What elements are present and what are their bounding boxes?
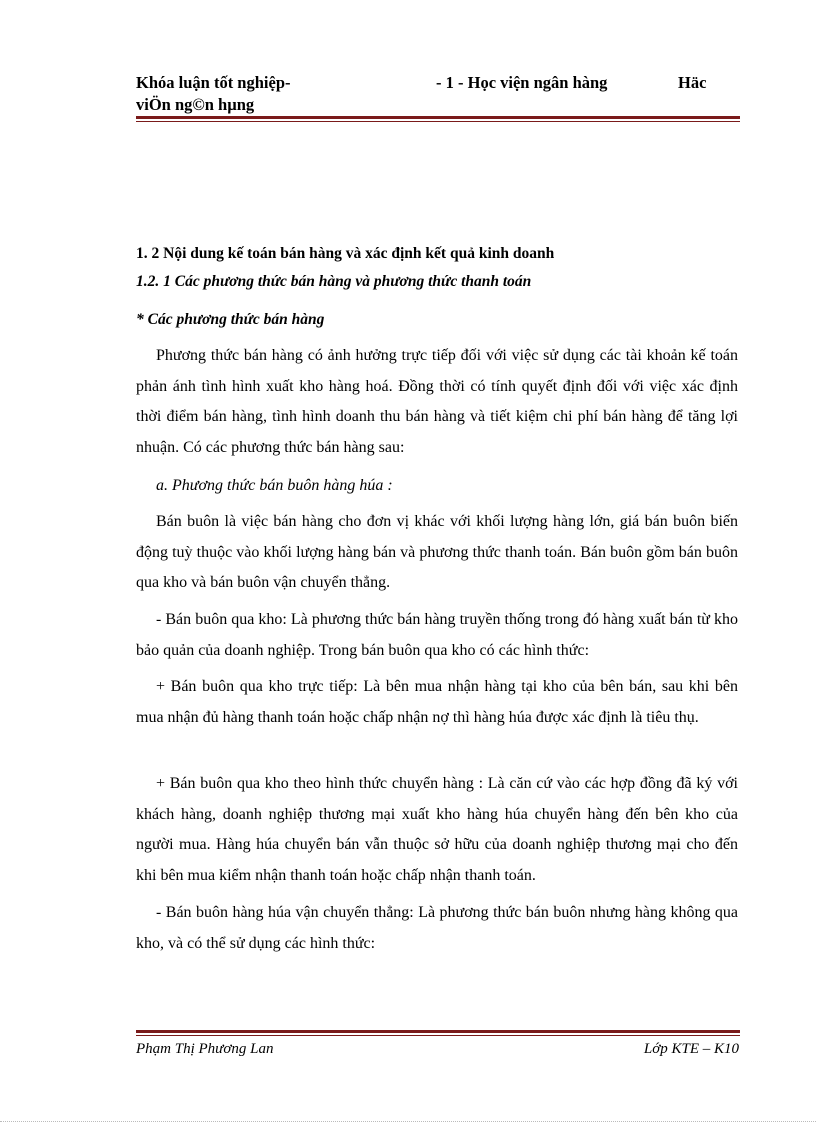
footer-rule-thick xyxy=(136,1030,740,1033)
page-header xyxy=(136,72,740,122)
header-center: - 1 - Học viện ngân hàng xyxy=(436,73,608,92)
bullet-heading: * Các phương thức bán hàng xyxy=(136,311,325,328)
header-left xyxy=(136,72,291,116)
footer-class: Lớp KTE – K10 xyxy=(643,1041,739,1057)
footer-rule-thin xyxy=(136,1035,740,1036)
header-right: Häc xyxy=(678,73,707,92)
paragraph-5: + Bán buôn qua kho theo hình thức chuyển hàng : Là căn cứ vào các hợp đồng đã ký với khách hàng, doanh nghiệp thương mại xuất kho hàng húa chuyển hàng đến bên kho của người mua. Hàng húa chuyển bán vẫn thuộc sở hữu của doanh nghiệp thương mại cho đến khi bên mua kiểm nhận thanh toán hoặc chấp nhận thanh toán. xyxy=(136,775,738,884)
header-rule-thick xyxy=(136,116,740,119)
footer-author: Phạm Thị Phương Lan xyxy=(136,1041,274,1057)
paragraph-1: Phương thức bán hàng có ảnh hưởng trực tiếp đối với việc sử dụng các tài khoản kế toán phản ánh tình hình xuất kho hàng hoá. Đồng thời có tính quyết định đối với việc xác định thời điểm bán hàng, tình hình doanh thu bán hàng và tiết kiệm chi phí bán hàng để tăng lợi nhuận. Có các phương thức bán hàng sau: xyxy=(136,347,738,456)
paragraph-4: + Bán buôn qua kho trực tiếp: Là bên mua nhận hàng tại kho của bên bán, sau khi bên mua nhận đủ hàng thanh toán hoặc chấp nhận nợ thì hàng húa được xác định là tiêu thụ. xyxy=(136,678,738,726)
header-rule-thin xyxy=(136,121,740,122)
header-left-line2: viÖn ng©n hµng xyxy=(136,95,255,114)
paragraph-2: Bán buôn là việc bán hàng cho đơn vị khác với khối lượng hàng lớn, giá bán buôn biến động tuỳ thuộc vào khối lượng hàng bán và phương thức thanh toán. Bán buôn gồm bán buôn qua kho và bán buôn vận chuyển thẳng. xyxy=(136,513,738,591)
paragraph-6: - Bán buôn hàng húa vận chuyển thẳng: Là phương thức bán buôn nhưng hàng không qua kho, và có thể sử dụng các hình thức: xyxy=(136,904,738,952)
section-heading: 1. 2 Nội dung kế toán bán hàng và xác định kết quả kinh doanh xyxy=(136,245,555,262)
page-bottom-dotted-line xyxy=(0,1121,816,1122)
item-a-heading: a. Phương thức bán buôn hàng húa : xyxy=(156,477,393,494)
header-left-line1: Khóa luận tốt nghiệp- xyxy=(136,73,291,92)
paragraph-3: - Bán buôn qua kho: Là phương thức bán hàng truyền thống trong đó hàng xuất bán từ kho bảo quản của doanh nghiệp. Trong bán buôn qua kho có các hình thức: xyxy=(136,611,738,659)
subsection-heading: 1.2. 1 Các phương thức bán hàng và phương thức thanh toán xyxy=(136,273,532,290)
